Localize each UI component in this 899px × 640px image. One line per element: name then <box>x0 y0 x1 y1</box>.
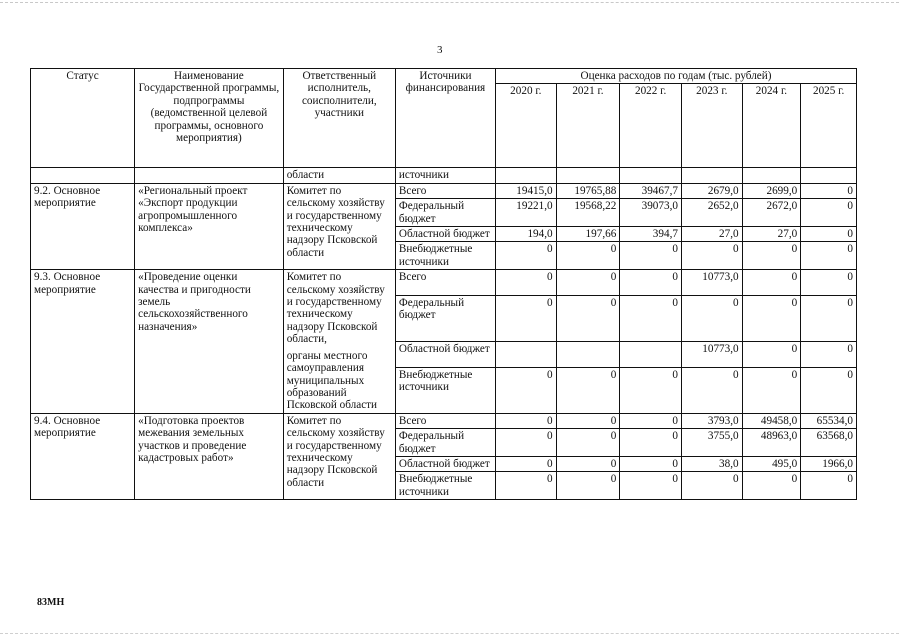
activity-name: «Подготовка проектов межевания земельных участков и проведение кадастровых работ» <box>135 413 284 499</box>
amount-cell: 0 <box>495 242 556 270</box>
scan-edge-top <box>0 2 899 3</box>
amount-cell: 49458,0 <box>742 413 801 428</box>
amount-cell: 0 <box>620 429 682 457</box>
continuation-responsible: области <box>283 168 395 183</box>
continuation-cell <box>681 168 742 183</box>
amount-cell: 27,0 <box>681 227 742 242</box>
amount-cell: 0 <box>620 472 682 500</box>
activity-name: «Региональный проект «Экспорт продукции агропромышленного комплекса» <box>135 183 284 269</box>
header-status: Статус <box>31 69 135 168</box>
amount-cell: 39467,7 <box>620 183 682 198</box>
funding-source: Федеральный бюджет <box>395 199 495 227</box>
amount-cell: 0 <box>495 367 556 413</box>
amount-cell: 0 <box>556 242 620 270</box>
amount-cell: 194,0 <box>495 227 556 242</box>
amount-cell: 197,66 <box>556 227 620 242</box>
funding-source: Всего <box>395 183 495 198</box>
continuation-row <box>31 168 857 183</box>
amount-cell: 19415,0 <box>495 183 556 198</box>
amount-cell: 0 <box>801 242 857 270</box>
amount-cell <box>495 341 556 367</box>
amount-cell: 1966,0 <box>801 456 857 471</box>
continuation-cell <box>620 168 682 183</box>
amount-cell: 0 <box>556 429 620 457</box>
amount-cell: 3793,0 <box>681 413 742 428</box>
header-estimate: Оценка расходов по годам (тыс. рублей) <box>495 69 856 84</box>
amount-cell: 495,0 <box>742 456 801 471</box>
continuation-cell <box>495 168 556 183</box>
funding-source: Федеральный бюджет <box>395 295 495 341</box>
amount-cell <box>620 341 682 367</box>
amount-cell: 0 <box>556 413 620 428</box>
continuation-cell <box>801 168 857 183</box>
amount-cell: 10773,0 <box>681 270 742 296</box>
amount-cell: 0 <box>742 367 801 413</box>
amount-cell: 0 <box>801 199 857 227</box>
funding-source: Федеральный бюджет <box>395 429 495 457</box>
amount-cell: 0 <box>495 429 556 457</box>
activity-name: «Проведение оценки качества и пригодности земель сельскохозяйственного назначения» <box>135 270 284 413</box>
continuation-name <box>135 168 284 183</box>
header-year: 2020 г. <box>495 84 556 168</box>
funding-source: Внебюджетные источники <box>395 367 495 413</box>
continuation-source: источники <box>395 168 495 183</box>
amount-cell: 0 <box>620 367 682 413</box>
amount-cell: 0 <box>495 413 556 428</box>
funding-source: Всего <box>395 413 495 428</box>
amount-cell: 0 <box>556 472 620 500</box>
table-row <box>31 270 857 296</box>
footer-code: 83МН <box>37 597 65 608</box>
amount-cell: 2672,0 <box>742 199 801 227</box>
amount-cell: 0 <box>620 413 682 428</box>
scan-edge-bottom <box>0 633 899 634</box>
table-row <box>31 183 857 198</box>
amount-cell: 39073,0 <box>620 199 682 227</box>
amount-cell: 48963,0 <box>742 429 801 457</box>
amount-cell: 2699,0 <box>742 183 801 198</box>
amount-cell: 0 <box>556 295 620 341</box>
amount-cell: 0 <box>620 295 682 341</box>
amount-cell: 3755,0 <box>681 429 742 457</box>
activity-responsible <box>283 183 395 269</box>
amount-cell: 19221,0 <box>495 199 556 227</box>
activity-status: 9.3. Основное мероприятие <box>31 270 135 413</box>
amount-cell: 0 <box>495 295 556 341</box>
amount-cell: 63568,0 <box>801 429 857 457</box>
amount-cell: 0 <box>495 456 556 471</box>
responsible-organization: Комитет по сельскому хозяйству и государственному техническому надзору Псковской области <box>286 414 385 489</box>
amount-cell: 65534,0 <box>801 413 857 428</box>
amount-cell: 0 <box>801 183 857 198</box>
activity-status: 9.4. Основное мероприятие <box>31 413 135 499</box>
responsible-organization: Комитет по сельскому хозяйству и государственному техническому надзору Псковской области <box>286 184 385 259</box>
header-name: Наименование Государственной программы, подпрограммы (ведомственной целевой программы, основного мероприятия) <box>135 69 284 168</box>
amount-cell: 0 <box>742 270 801 296</box>
amount-cell: 0 <box>620 242 682 270</box>
activity-responsible <box>283 413 395 499</box>
continuation-status <box>31 168 135 183</box>
budget-table <box>30 68 857 500</box>
header-year: 2021 г. <box>556 84 620 168</box>
funding-source: Внебюджетные источники <box>395 242 495 270</box>
amount-cell: 0 <box>742 242 801 270</box>
page-number: 3 <box>437 44 443 56</box>
continuation-cell <box>742 168 801 183</box>
header-year: 2024 г. <box>742 84 801 168</box>
amount-cell: 0 <box>556 270 620 296</box>
continuation-cell <box>556 168 620 183</box>
header-year: 2022 г. <box>620 84 682 168</box>
amount-cell: 10773,0 <box>681 341 742 367</box>
responsible-organization: Комитет по сельскому хозяйству и государственному техническому надзору Псковской области, <box>286 271 385 346</box>
amount-cell: 27,0 <box>742 227 801 242</box>
amount-cell: 0 <box>801 472 857 500</box>
funding-source: Всего <box>395 270 495 296</box>
header-sources: Источники финансирования <box>395 69 495 168</box>
header-year: 2023 г. <box>681 84 742 168</box>
amount-cell: 19568,22 <box>556 199 620 227</box>
amount-cell: 0 <box>801 295 857 341</box>
amount-cell: 0 <box>742 472 801 500</box>
activity-responsible <box>283 270 395 413</box>
amount-cell: 0 <box>801 367 857 413</box>
funding-source: Областной бюджет <box>395 227 495 242</box>
amount-cell: 0 <box>495 270 556 296</box>
header-year: 2025 г. <box>801 84 857 168</box>
funding-source: Внебюджетные источники <box>395 472 495 500</box>
amount-cell: 0 <box>556 456 620 471</box>
amount-cell: 0 <box>801 227 857 242</box>
amount-cell: 38,0 <box>681 456 742 471</box>
header-responsible: Ответственный исполнитель, соисполнители, участники <box>283 69 395 168</box>
amount-cell: 19765,88 <box>556 183 620 198</box>
amount-cell: 0 <box>495 472 556 500</box>
amount-cell: 0 <box>681 242 742 270</box>
funding-source: Областной бюджет <box>395 341 495 367</box>
amount-cell: 2679,0 <box>681 183 742 198</box>
table-row <box>31 413 857 428</box>
amount-cell: 2652,0 <box>681 199 742 227</box>
amount-cell: 0 <box>742 341 801 367</box>
amount-cell: 0 <box>620 270 682 296</box>
amount-cell <box>556 341 620 367</box>
amount-cell: 0 <box>556 367 620 413</box>
amount-cell: 0 <box>681 295 742 341</box>
amount-cell: 0 <box>742 295 801 341</box>
amount-cell: 0 <box>801 270 857 296</box>
funding-source: Областной бюджет <box>395 456 495 471</box>
amount-cell: 0 <box>681 367 742 413</box>
amount-cell: 0 <box>681 472 742 500</box>
amount-cell: 0 <box>801 341 857 367</box>
responsible-organization: органы местного самоуправления муниципальных образований Псковской области <box>286 349 378 412</box>
amount-cell: 0 <box>620 456 682 471</box>
activity-status: 9.2. Основное мероприятие <box>31 183 135 269</box>
amount-cell: 394,7 <box>620 227 682 242</box>
